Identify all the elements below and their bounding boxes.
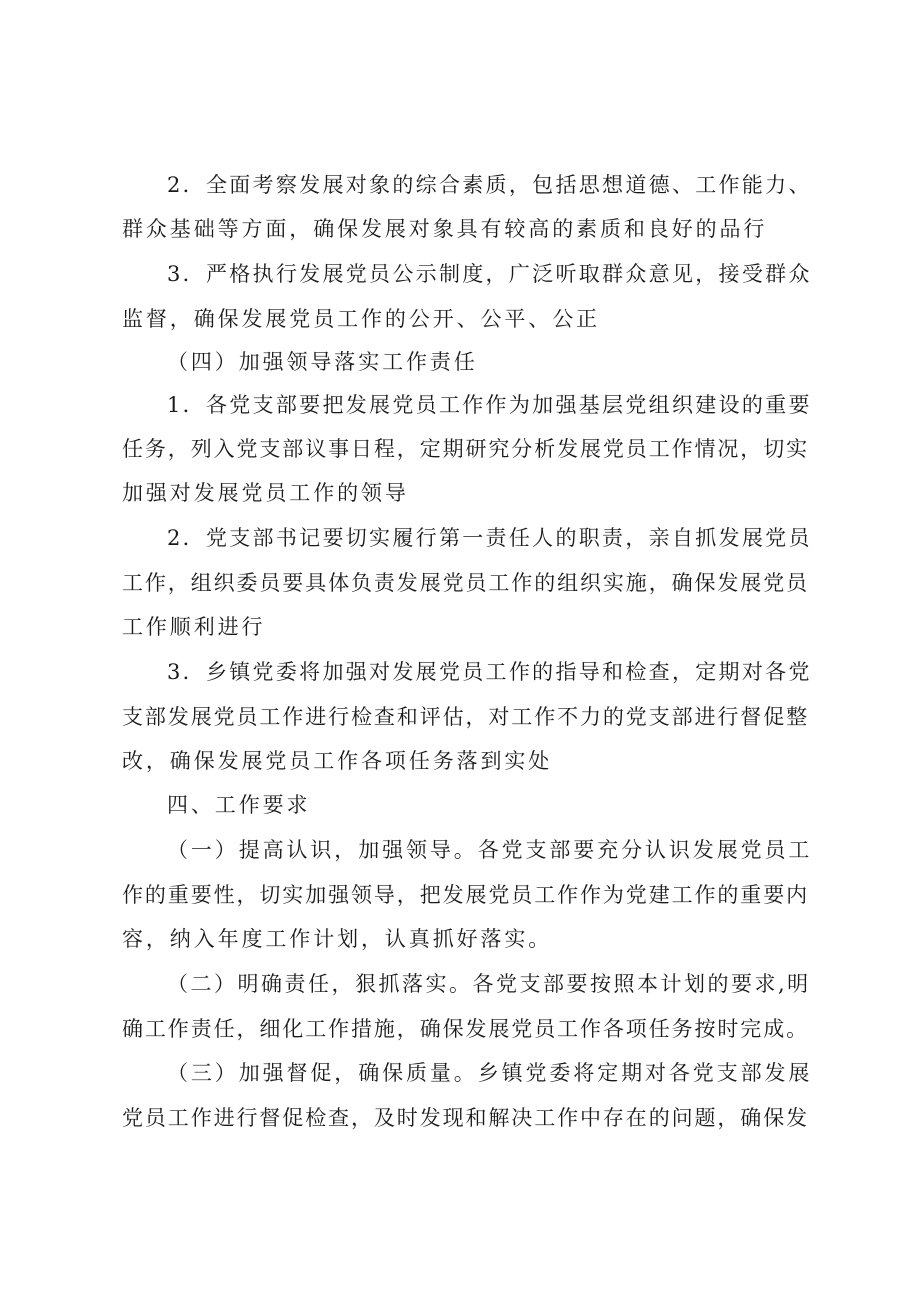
paragraph-text: 3．严格执行发展党员公示制度，广泛听取群众意见，接受群众 [167,262,812,286]
heading-text: （四）加强领导落实工作责任 [167,350,478,374]
paragraph-text: 确工作责任，细化工作措施，确保发展党员工作各项任务按时完成。 [122,1017,809,1041]
text-line [122,1006,809,1052]
paragraph-text: 容，纳入年度工作计划，认真抓好落实。 [122,927,553,951]
paragraph-text: 群众基础等方面，确保发展对象具有较高的素质和良好的品行 [122,217,768,241]
section-heading [167,782,310,828]
paragraph-text: 工作，组织委员要具体负责发展党员工作的组织实施，确保发展党员 [122,571,809,595]
text-line [167,251,812,297]
text-line [122,426,809,472]
paragraph-text: 2．党支部书记要切实履行第一责任人的职责，亲自抓发展党员 [167,526,812,550]
paragraph-text: 监督，确保发展党员工作的公开、公平、公正 [122,307,600,331]
text-line [167,961,811,1007]
paragraph-text: 1．各党支部要把发展党员工作作为加强基层党组织建设的重要 [167,393,812,417]
text-line [122,560,809,606]
text-line [167,162,812,208]
paragraph-text: 工作顺利进行 [122,615,266,639]
text-line [167,382,812,428]
text-line [122,296,600,342]
text-line [122,604,265,650]
section-heading [167,339,478,385]
text-line [167,515,812,561]
paragraph-text: （一）提高认识，加强领导。各党支部要充分认识发展党员工 [167,838,813,862]
text-line [122,206,767,252]
text-line [122,470,409,516]
paragraph-text: （三）加强督促，确保质量。乡镇党委将定期对各党支部发展 [167,1061,813,1085]
paragraph-text: 3．乡镇党委将加强对发展党员工作的指导和检查，定期对各党 [167,660,812,684]
paragraph-text: 支部发展党员工作进行检查和评估，对工作不力的党支部进行督促整 [122,705,809,729]
text-line [167,649,812,695]
paragraph-text: 党员工作进行督促检查，及时发现和解决工作中存在的问题，确保发 [122,1106,809,1130]
paragraph-text: 任务，列入党支部议事日程，定期研究分析发展党员工作情况，切实 [122,437,809,461]
heading-text: 四、工作要求 [167,793,311,817]
text-line [167,1050,812,1096]
paragraph-text: 作的重要性，切实加强领导，把发展党员工作作为党建工作的重要内 [122,883,809,907]
text-line [122,738,552,784]
text-line [122,872,809,918]
text-line [122,694,809,740]
paragraph-text: 加强对发展党员工作的领导 [122,481,409,505]
paragraph-text: 2．全面考察发展对象的综合素质，包括思想道德、工作能力、 [167,173,812,197]
text-line [122,1095,809,1141]
paragraph-text: 改，确保发展党员工作各项任务落到实处 [122,749,553,773]
text-line [167,827,812,873]
paragraph-text: （二）明确责任，狠抓落实。各党支部要按照本计划的要求,明 [167,972,811,996]
text-line [122,916,552,962]
